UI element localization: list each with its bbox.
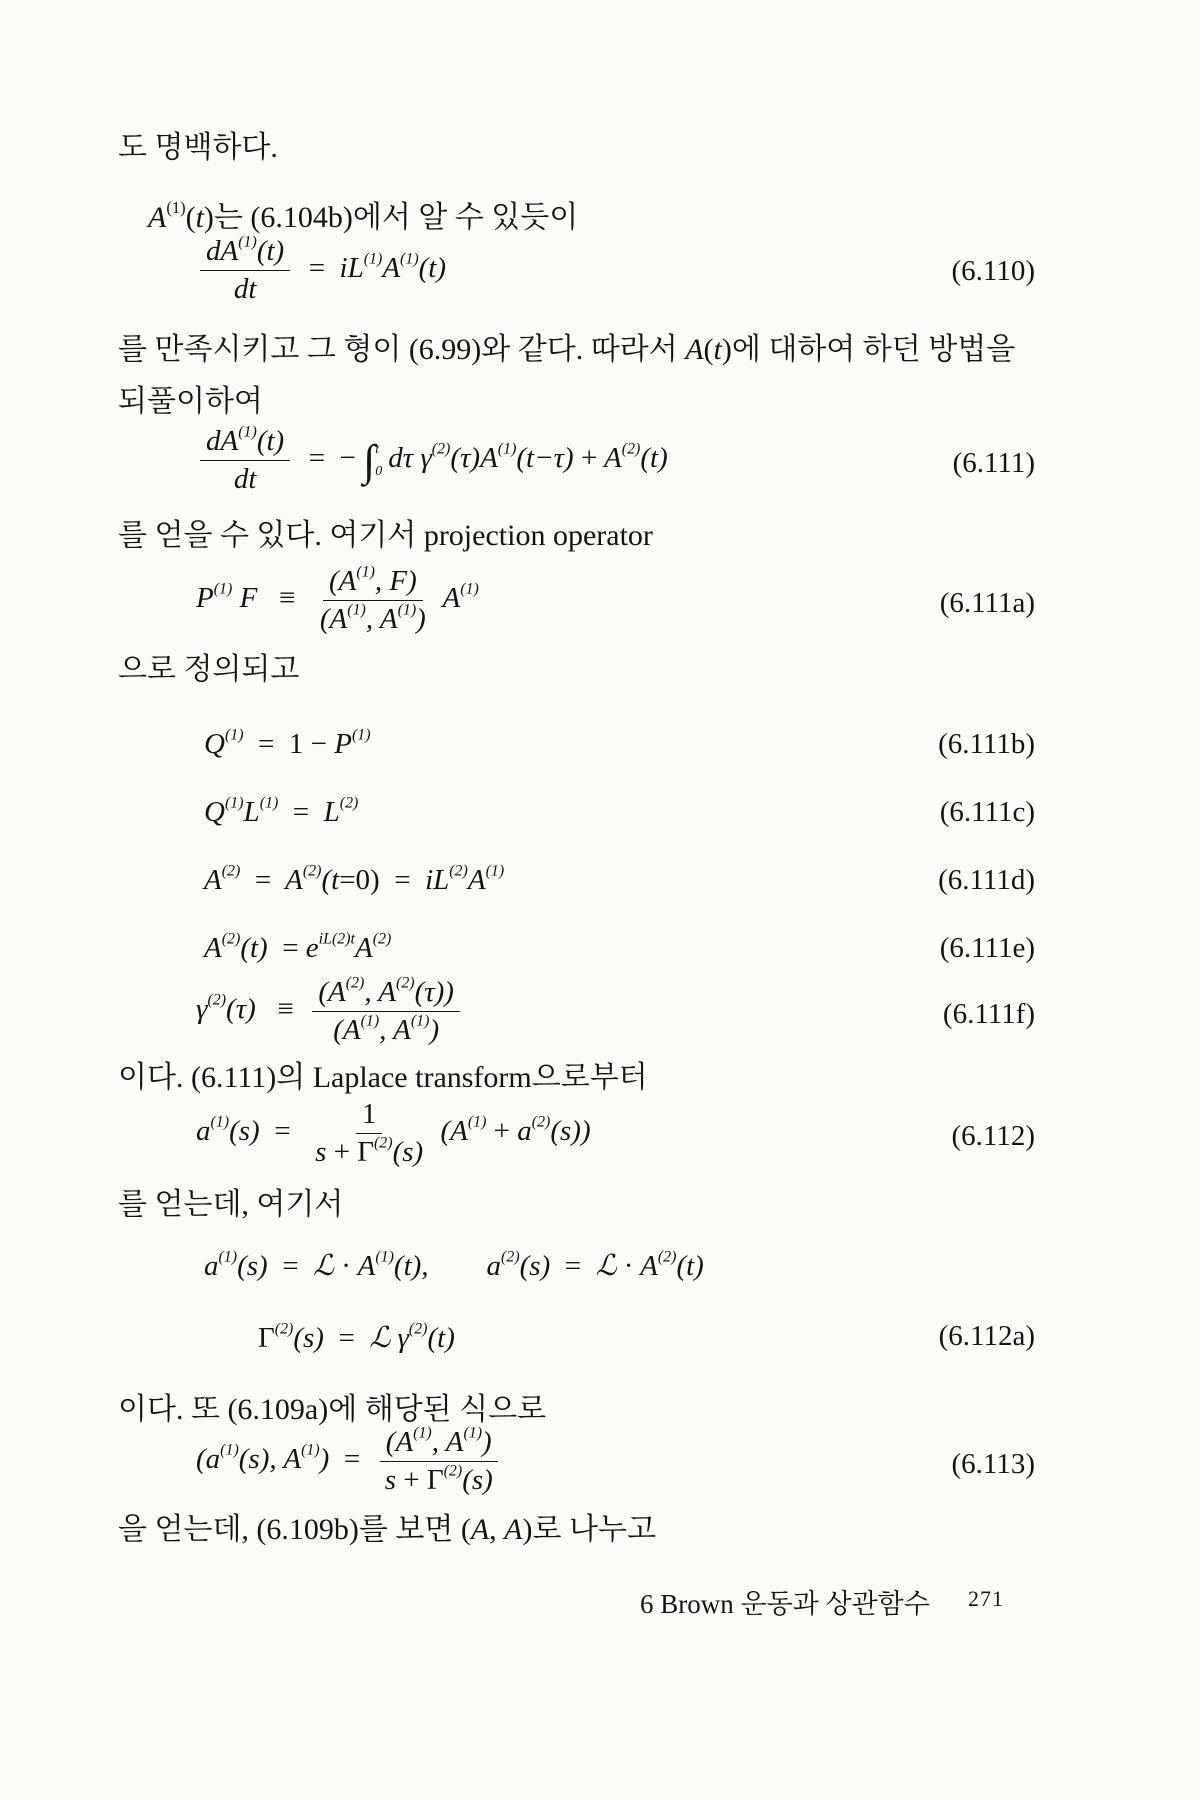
equation-6-111f	[0, 976, 1200, 1056]
paragraph-text: 를 얻는데, 여기서	[118, 1188, 344, 1221]
text-line-6	[118, 650, 299, 690]
equation-6-112	[0, 1098, 1200, 1178]
equation-number: (6.111b)	[938, 728, 1035, 760]
paragraph-text: 되풀이하여	[118, 385, 263, 418]
equation-expression: $a^{(1)}(s)$ = $\frac{1}{s + \Gamma^{(2)}(s)}$ $(A^{(1)} + a^{(2)}(s))$	[196, 1098, 591, 1168]
page-number: 271	[968, 1586, 1004, 1611]
equation-transform-definitions	[0, 1238, 1200, 1318]
paragraph-text: 에 대하여 하던 방법을	[731, 333, 1016, 366]
equation-number: (6.111a)	[939, 587, 1035, 619]
equation-expression: $A^{(2)} = A^{(2)}(t=0) = iL^{(2)}A^{(1)}$	[204, 862, 505, 896]
paragraph-text: 를 얻을 수 있다. 여기서 projection operator	[118, 519, 653, 552]
page-footer	[0, 1582, 1200, 1622]
text-line-7	[118, 1058, 648, 1098]
paragraph-text: 을 얻는데, (6.109b)를 보면	[118, 1513, 454, 1546]
paragraph-text: 이다. (6.111)의 Laplace transform으로부터	[118, 1061, 648, 1094]
equation-expression: $\gamma^{(2)}(\tau)$ ≡ $\frac{(A^{(2)}, A^{(2)}(\tau))}{(A^{(1)}, A^{(1)})}$	[196, 976, 464, 1047]
equation-expression: $P^{(1)}$ F ≡ $\frac{(A^{(1)}, F)}{(A^{(1)}, A^{(1)})}$ $A^{(1)}$	[196, 563, 479, 635]
equation-6-110	[0, 235, 1200, 315]
paragraph-text: 로 나누고	[532, 1513, 656, 1546]
equation-number: (6.110)	[951, 255, 1035, 287]
equation-number: (6.111c)	[939, 796, 1035, 828]
equation-number: (6.112a)	[938, 1320, 1035, 1352]
equation-6-112a	[0, 1310, 1200, 1390]
text-line-5	[118, 516, 653, 556]
text-line-3: 를 만족시키고 그 형이 (6.99)와 같다. 따라서 A(t)에 대하여 하던 방법을	[118, 333, 1016, 366]
paragraph-text: 를 만족시키고 그 형이 (6.99)와 같다. 따라서	[118, 333, 678, 366]
equation-expression: ($a^{(1)}(s)$, $A^{(1)}$) = $\frac{(A^{(1)}, A^{(1)})}{s + \Gamma^{(2)}(s)}$	[196, 1426, 503, 1497]
equation-number: (6.111f)	[942, 998, 1035, 1030]
text-line-4	[118, 382, 263, 422]
equation-expression: $\frac{dA^{(1)}(t)}{dt}$ = − ∫ t 0 dτ $\gamma^{(2)}(\tau)A^{(1)}(t-\tau) + A^{(2)}(t)$	[196, 425, 668, 496]
equation-6-111a	[0, 565, 1200, 645]
paragraph-text: 이다. 또 (6.109a)에 해당된 식으로	[118, 1393, 547, 1426]
equation-expression: $\Gamma^{(2)}(s)$ = ℒ $\gamma^{(2)}(t)$	[258, 1320, 455, 1354]
equation-expression: $A^{(2)}(t) = e^{iL(2)t}A^{(2)}$	[204, 930, 392, 964]
equation-number: (6.111d)	[938, 864, 1035, 896]
text-line-10: 을 얻는데, (6.109b)를 보면 (A, A)로 나누고	[118, 1513, 656, 1546]
equation-number: (6.111)	[952, 447, 1035, 479]
text-line-8	[118, 1185, 343, 1225]
equation-number: (6.112)	[951, 1120, 1035, 1152]
text-line-1	[118, 128, 278, 168]
paragraph-text: 으로 정의되고	[118, 653, 300, 686]
equation-6-113	[0, 1426, 1200, 1506]
equation-6-111	[0, 425, 1200, 505]
equation-expression: $Q^{(1)}L^{(1)} = L^{(2)}$	[204, 794, 359, 828]
text-line-2: $A^{(1)}(t)$는 (6.104b)에서 알 수 있듯이	[148, 197, 579, 234]
equation-expression: $\frac{dA^{(1)}(t)}{dt}$ = $iL^{(1)}A^{(1)}(t)$	[196, 235, 446, 306]
equation-expression: $a^{(1)}(s)$ = ℒ · $A^{(1)}(t)$, $a^{(2)}(s)$ = ℒ · $A^{(2)}(t)$	[204, 1248, 704, 1282]
equation-number: (6.111e)	[939, 932, 1035, 964]
equation-number: (6.113)	[951, 1448, 1035, 1480]
running-footer-chapter: 6 Brown 운동과 상관함수	[640, 1589, 930, 1619]
equation-expression: $Q^{(1)} = 1 - P^{(1)}$	[204, 726, 371, 760]
paragraph-text: 는 (6.104b)에서 알 수 있듯이	[213, 201, 579, 234]
paragraph-text: 도 명백하다.	[118, 131, 278, 164]
